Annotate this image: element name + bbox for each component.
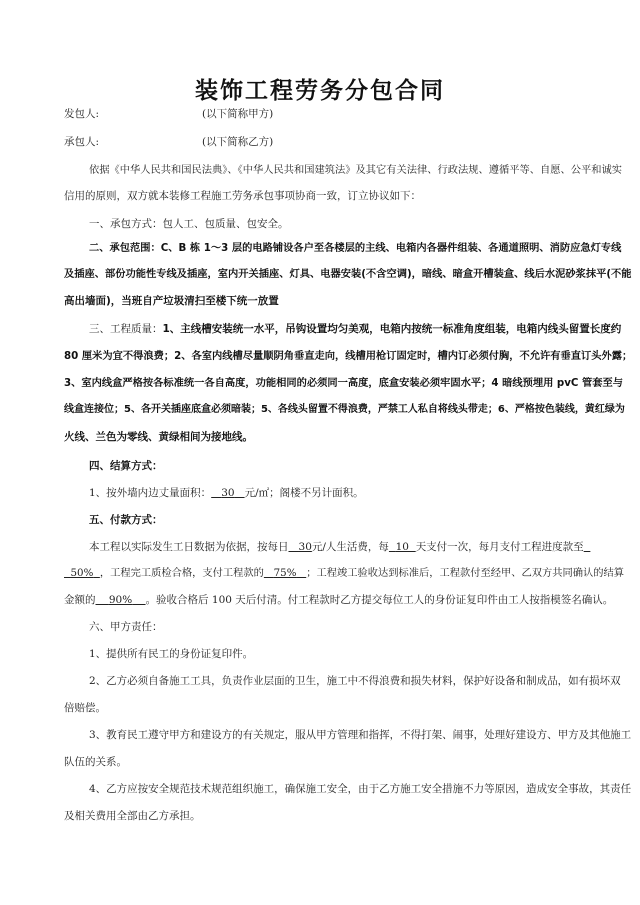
- contractor-label: 承包人:: [64, 136, 100, 148]
- daily-allowance-number: 30: [298, 541, 312, 553]
- section-6-item-1: 1、提供所有民工的身份证复印件。: [89, 648, 254, 660]
- section-5-text-1b: 元/人生活费，每: [311, 541, 389, 553]
- section-2-line-1: [89, 241, 621, 255]
- section-1-heading: 一、承包方式：: [89, 218, 163, 230]
- intro-line-2: 信用的原则，双方就本装修工程施工劳务承包事项协商一致，订立协议如下：: [64, 190, 421, 202]
- section-3-heading: 三、工程质量：: [89, 323, 163, 335]
- completion-percent-value: [264, 567, 306, 579]
- completion-percent-number: 75%: [273, 567, 297, 579]
- section-5-text-2a: ，工程完工质检合格，支付工程款的: [99, 567, 264, 579]
- section-6-item-2-line-1: 2、乙方必须自备施工工具，负责作业层面的卫生，施工中不得浪费和损失材料，保护好设备和制成品，如有损坏双: [89, 675, 621, 687]
- section-3-line-1: [89, 322, 621, 336]
- settlement-percent-number: 90%: [108, 594, 133, 606]
- section-3-line-2: 80 厘米为宜不得浪费；2、各室内线槽尽量顺阴角垂直走向，线槽用枪订固定时，槽内订必须付胸，不允许有垂直订头外露；: [64, 350, 633, 362]
- issuer-note: (以下简称甲方): [202, 108, 274, 120]
- section-1-body: 包人工、包质量、包安全。: [162, 218, 289, 230]
- section-4-heading: 四、结算方式：: [89, 460, 163, 472]
- section-4-text-b: 元/㎡；阁楼不另计面积。: [244, 487, 364, 499]
- section-6-item-3-line-1: 3、教育民工遵守甲方和建设方的有关规定，服从甲方管理和指挥，不得打架、闹事，处理好建设方、甲方及其他施工: [89, 729, 632, 741]
- progress-percent-number: 50%: [70, 567, 94, 579]
- pay-interval-value: [389, 541, 416, 553]
- section-6-heading: 六、甲方责任：: [89, 621, 163, 633]
- section-3-line-5: 火线、兰色为零线、黄绿相间为接地线。: [64, 431, 253, 443]
- settlement-percent-value: [96, 594, 146, 606]
- section-5-line-2: [64, 566, 624, 580]
- section-5-line-1: [89, 540, 590, 554]
- section-4-text-a: 1、按外墙内边丈量面积：: [89, 487, 212, 499]
- section-5-heading: 五、付款方式：: [89, 514, 163, 526]
- section-6-item-4-line-2: 及相关费用全部由乙方承担。: [64, 810, 201, 822]
- section-6-item-4-line-1: 4、乙方应按安全规范技术规范组织施工，确保施工安全，由于乙方施工安全措施不力等原因，造成安全事故，其责任: [89, 783, 632, 795]
- section-1: [89, 217, 289, 231]
- pay-interval-number: 10: [395, 541, 409, 553]
- area-price-number: 30: [221, 487, 235, 499]
- section-6-item-3-line-2: 队伍的关系。: [64, 756, 127, 768]
- section-6-item-2-line-2: 倍赔偿。: [64, 702, 106, 714]
- section-2-heading: 二、承包范围：: [89, 242, 161, 254]
- intro-line-1: 依据《中华人民共和国民法典》、《中华人民共和国建筑法》及其它有关法律、行政法规、遵循平等、自愿、公平和诚实: [89, 164, 623, 176]
- section-5-text-2b: ；工程竣工验收达到标准后，工程款付至经甲、乙双方共同确认的结算: [306, 567, 624, 579]
- daily-allowance-value: [289, 541, 312, 553]
- section-5-text-1a: 本工程以实际发生工日数据为依据，按每日: [89, 541, 289, 553]
- contract-title: 装饰工程劳务分包合同: [195, 78, 445, 104]
- section-3-line-4: 线盒连接位；5、各开关插座底盒必须暗装；5、各线头留置不得浪费，严禁工人私自将线头带走；6、严格按色装线，黄红绿为: [64, 404, 625, 415]
- section-5-text-3b: 。验收合格后 100 天后付清。付工程款时乙方提交每位工人的身份证复印件由工人按指模签名确认。: [145, 594, 614, 606]
- section-2-line-3: 高出墙面)，当班自产垃圾清扫至楼下统一放置: [64, 295, 279, 307]
- progress-percent-value: [64, 567, 100, 579]
- section-4-body: [89, 486, 364, 500]
- section-5-text-3a: 金额的: [64, 594, 96, 606]
- section-2-line-2: 及插座、部份功能性专线及插座，室内开关插座、灯具、电器安装(不含空调)，暗线、暗盒开槽装盒、线后水泥砂浆抹平(不能: [64, 268, 632, 280]
- section-5-text-1c: 天支付一次，每月支付工程进度款至: [415, 541, 584, 553]
- section-2-text-1: C、B 栋 1～3 层的电路铺设各户至各楼层的主线、电箱内各器件组装、各通道照明、消防应急灯专线: [160, 242, 622, 254]
- issuer-label: 发包人:: [64, 108, 100, 120]
- section-3-text-1: 1、主线槽安装统一水平，吊钩设置均匀美观，电箱内按统一标准角度组装，电箱内线头留置长度约: [162, 323, 622, 335]
- contractor-note: (以下简称乙方): [202, 136, 274, 148]
- area-price-value: [211, 487, 244, 499]
- section-5-line-3: [64, 593, 613, 607]
- section-3-line-3: 3、室内线盒严格按各标准统一各自高度，功能相同的必须同一高度，底盒安装必须牢固水平；4 暗线预埋用 pvC 管套至与: [64, 377, 624, 389]
